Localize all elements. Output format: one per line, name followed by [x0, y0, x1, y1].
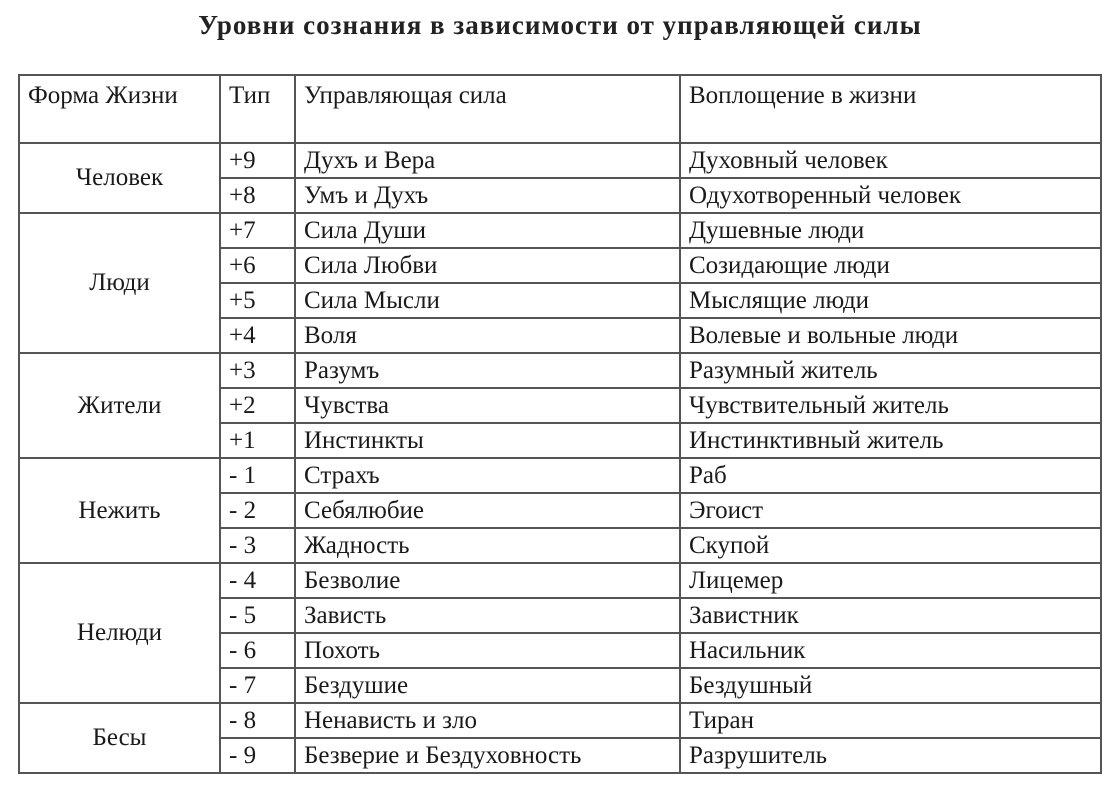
- level-cell: - 2: [220, 493, 295, 528]
- level-cell: +5: [220, 283, 295, 318]
- level-cell: +3: [220, 353, 295, 388]
- header-type: Тип: [220, 75, 295, 143]
- header-form: Форма Жизни: [19, 75, 220, 143]
- embodiment-cell: Душевные люди: [680, 213, 1101, 248]
- force-cell: Сила Любви: [295, 248, 680, 283]
- force-cell: Сила Мысли: [295, 283, 680, 318]
- level-cell: - 9: [220, 738, 295, 773]
- embodiment-cell: Бездушный: [680, 668, 1101, 703]
- level-cell: +2: [220, 388, 295, 423]
- page-title: Уровни сознания в зависимости от управляющей силы: [198, 10, 922, 40]
- table-row: [19, 563, 1101, 598]
- level-cell: +1: [220, 423, 295, 458]
- table-header-row: [19, 75, 1101, 143]
- embodiment-cell: Разрушитель: [680, 738, 1101, 773]
- level-cell: - 3: [220, 528, 295, 563]
- embodiment-cell: Волевые и вольные люди: [680, 318, 1101, 353]
- consciousness-levels-table: [18, 74, 1102, 774]
- force-cell: Страхъ: [295, 458, 680, 493]
- embodiment-cell: Эгоист: [680, 493, 1101, 528]
- embodiment-cell: Завистник: [680, 598, 1101, 633]
- force-cell: Жадность: [295, 528, 680, 563]
- embodiment-cell: Разумный житель: [680, 353, 1101, 388]
- force-cell: Безволие: [295, 563, 680, 598]
- force-cell: Умъ и Духъ: [295, 178, 680, 213]
- embodiment-cell: Раб: [680, 458, 1101, 493]
- level-cell: - 5: [220, 598, 295, 633]
- level-cell: - 7: [220, 668, 295, 703]
- force-cell: Себялюбие: [295, 493, 680, 528]
- embodiment-cell: Тиран: [680, 703, 1101, 738]
- force-cell: Похоть: [295, 633, 680, 668]
- embodiment-cell: Духовный человек: [680, 143, 1101, 178]
- life-form-cell: Нелюди: [19, 563, 220, 703]
- table-row: [19, 353, 1101, 388]
- embodiment-cell: Скупой: [680, 528, 1101, 563]
- force-cell: Воля: [295, 318, 680, 353]
- force-cell: Духъ и Вера: [295, 143, 680, 178]
- force-cell: Безверие и Бездуховность: [295, 738, 680, 773]
- embodiment-cell: Созидающие люди: [680, 248, 1101, 283]
- force-cell: Бездушие: [295, 668, 680, 703]
- header-force: Управляющая сила: [295, 75, 680, 143]
- force-cell: Чувства: [295, 388, 680, 423]
- embodiment-cell: Лицемер: [680, 563, 1101, 598]
- force-cell: Инстинкты: [295, 423, 680, 458]
- table-row: [19, 458, 1101, 493]
- level-cell: +4: [220, 318, 295, 353]
- level-cell: +7: [220, 213, 295, 248]
- table-row: [19, 143, 1101, 178]
- table-row: [19, 703, 1101, 738]
- force-cell: Сила Души: [295, 213, 680, 248]
- embodiment-cell: Насильник: [680, 633, 1101, 668]
- force-cell: Ненависть и зло: [295, 703, 680, 738]
- level-cell: +8: [220, 178, 295, 213]
- level-cell: - 8: [220, 703, 295, 738]
- force-cell: Зависть: [295, 598, 680, 633]
- life-form-cell: Люди: [19, 213, 220, 353]
- header-embodiment: Воплощение в жизни: [680, 75, 1101, 143]
- table-row: [19, 213, 1101, 248]
- level-cell: - 4: [220, 563, 295, 598]
- life-form-cell: Нежить: [19, 458, 220, 563]
- embodiment-cell: Инстинктивный житель: [680, 423, 1101, 458]
- force-cell: Разумъ: [295, 353, 680, 388]
- level-cell: - 6: [220, 633, 295, 668]
- level-cell: +9: [220, 143, 295, 178]
- life-form-cell: Жители: [19, 353, 220, 458]
- life-form-cell: Человек: [19, 143, 220, 213]
- embodiment-cell: Одухотворенный человек: [680, 178, 1101, 213]
- embodiment-cell: Чувствительный житель: [680, 388, 1101, 423]
- level-cell: +6: [220, 248, 295, 283]
- embodiment-cell: Мыслящие люди: [680, 283, 1101, 318]
- table-body: [19, 143, 1101, 773]
- level-cell: - 1: [220, 458, 295, 493]
- life-form-cell: Бесы: [19, 703, 220, 773]
